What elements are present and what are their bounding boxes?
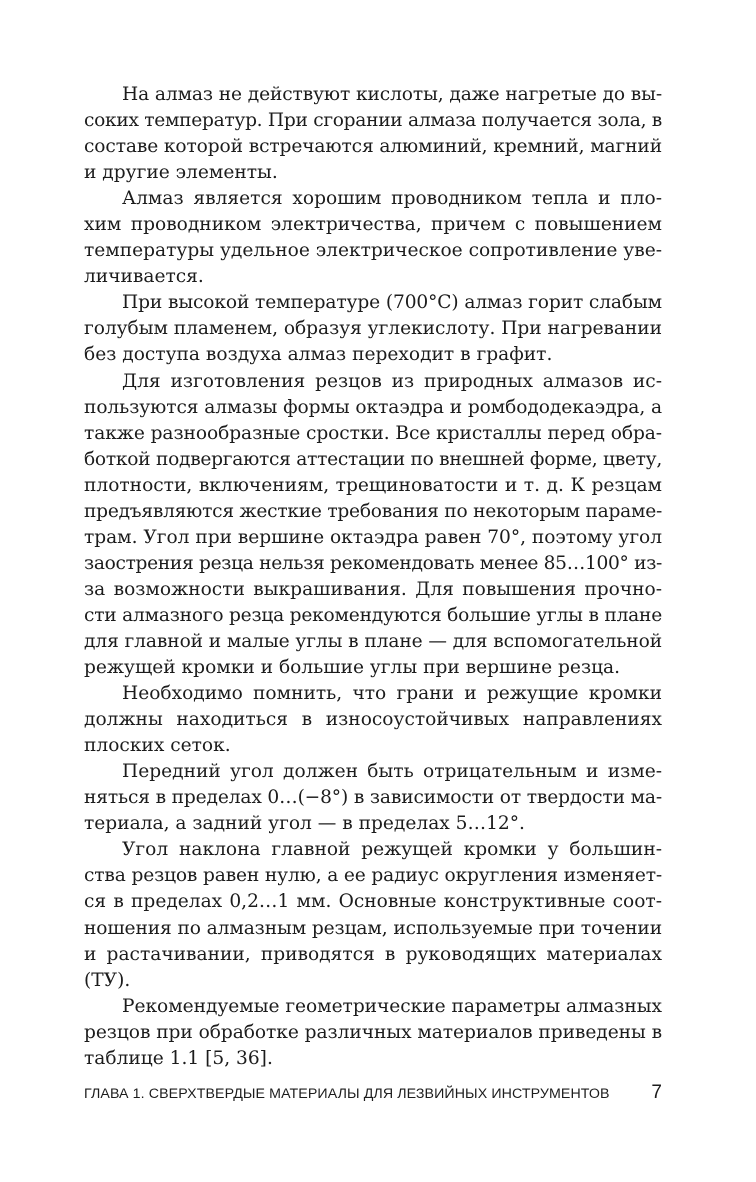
text-line: (ТУ).: [84, 969, 131, 991]
text-line: для главной и малые углы в плане — для вспомогательной: [84, 630, 662, 652]
text-line: личивается.: [84, 266, 204, 288]
text-line: также разнообразные сростки. Все кристаллы перед обра-: [84, 422, 663, 444]
text-line: и растачивании, приводятся в руководящих материалах: [84, 943, 662, 965]
text-line: резцов при обработке различных материалов приведены в: [84, 1021, 663, 1043]
text-line: голубым пламенем, образуя углекислоту. При нагревании: [84, 318, 662, 340]
text-line: за возможности выкрашивания. Для повышения прочно-: [84, 578, 662, 600]
text-line: плотности, включениям, трещиноватости и т. д. К резцам: [84, 474, 662, 496]
text-line: Для изготовления резцов из природных алмазов ис-: [122, 370, 662, 392]
text-line: плоских сеток.: [84, 735, 231, 757]
paragraph: [84, 681, 662, 759]
body-text: [84, 82, 662, 1072]
text-line: Угол наклона главной режущей кромки у большин-: [122, 839, 662, 861]
text-line: ся в пределах 0,2…1 мм. Основные конструктивные соот-: [84, 891, 662, 913]
text-line: Рекомендуемые геометрические параметры алмазных: [122, 995, 662, 1017]
text-line: пользуются алмазы формы октаэдра и ромбододекаэдра, а: [84, 396, 662, 418]
paragraph: [84, 186, 662, 290]
text-line: заострения резца нельзя рекомендовать менее 85…100° из-: [84, 552, 662, 574]
text-line: режущей кромки и большие углы при вершине резца.: [84, 657, 621, 679]
paragraph: [84, 82, 662, 186]
text-line: и другие элементы.: [84, 162, 278, 184]
paragraph: [84, 290, 662, 368]
paragraph: [84, 759, 662, 837]
paragraph: [84, 837, 662, 993]
text-line: Необходимо помнить, что грани и режущие кромки: [122, 683, 662, 705]
text-line: предъявляются жесткие требования по некоторым парамe-: [84, 500, 663, 522]
text-line: соких температур. При сгорании алмаза получается зола, в: [84, 110, 662, 132]
running-footer-chapter-title: ГЛАВА 1. СВЕРХТВЕРДЫЕ МАТЕРИАЛЫ ДЛЯ ЛЕЗВИЙНЫХ ИНСТРУМЕНТОВ: [84, 1086, 610, 1102]
text-line: сти алмазного резца рекомендуются большие углы в плане: [84, 604, 662, 626]
text-line: без доступа воздуха алмаз переходит в графит.: [84, 344, 553, 366]
text-line: трам. Угол при вершине октаэдра равен 70°, поэтому угол: [84, 526, 662, 548]
text-line: териала, а задний угол — в пределах 5…12°.: [84, 813, 525, 835]
text-line: При высокой температуре (700°С) алмаз горит слабым: [122, 292, 662, 314]
page-number: 7: [651, 1082, 662, 1103]
text-line: боткой подвергаются аттестации по внешней форме, цвету,: [84, 448, 662, 470]
text-line: Передний угол должен быть отрицательным и изме-: [122, 761, 662, 783]
text-line: ношения по алмазным резцам, используемые при точении: [84, 917, 663, 939]
paragraph: [84, 369, 662, 682]
text-line: ства резцов равен нулю, а ее радиус округления изменяет-: [84, 865, 662, 887]
text-line: составе которой встречаются алюминий, кремний, магний: [84, 136, 662, 158]
text-line: Алмаз является хорошим проводником тепла и пло-: [122, 188, 662, 210]
text-line: хим проводником электричества, причем с повышением: [84, 214, 662, 236]
text-line: На алмаз не действуют кислоты, даже нагретые до вы-: [122, 84, 662, 105]
text-line: температуры удельное электрическое сопротивление уве-: [84, 240, 662, 262]
page-footer: [84, 1084, 662, 1108]
text-line: должны находиться в износоустойчивых направлениях: [84, 709, 662, 731]
paragraph: [84, 994, 662, 1072]
text-line: няться в пределах 0…(−8°) в зависимости от твердости ма-: [84, 787, 663, 809]
text-line: таблице 1.1 [5, 36].: [84, 1047, 273, 1069]
